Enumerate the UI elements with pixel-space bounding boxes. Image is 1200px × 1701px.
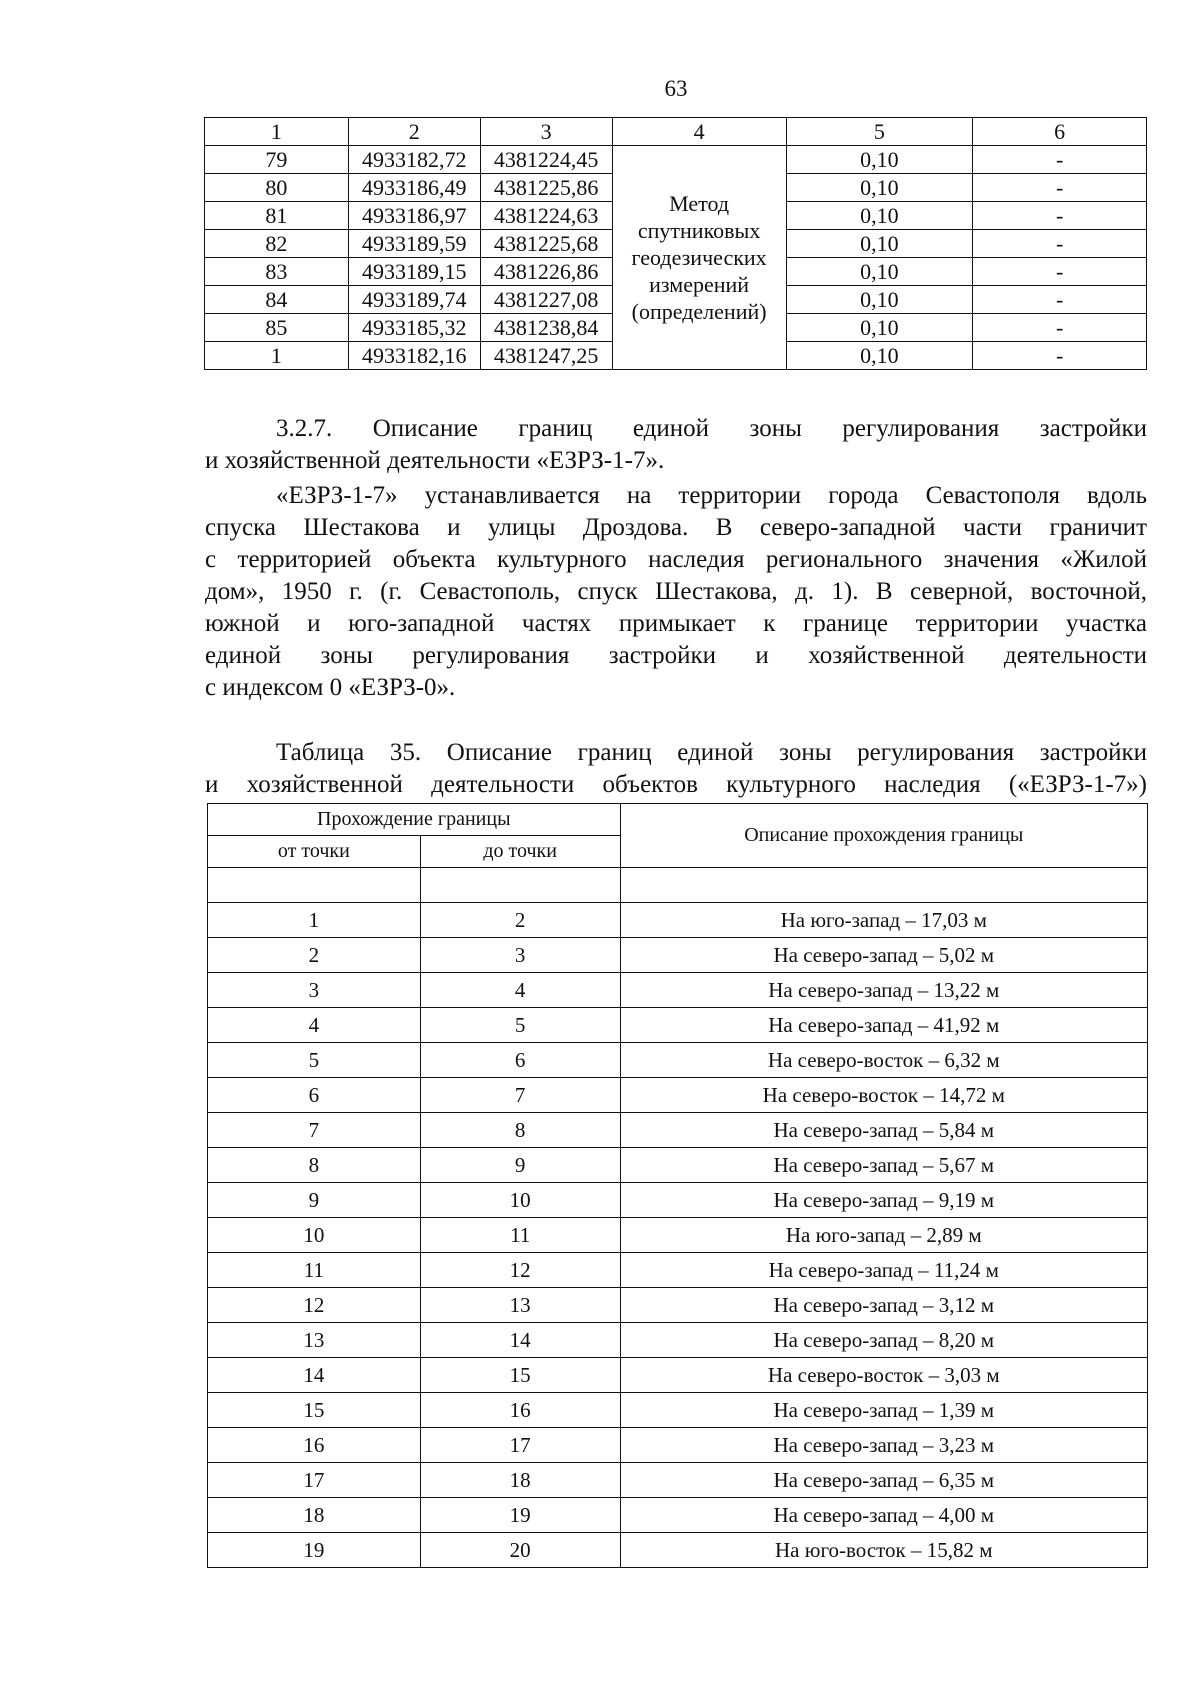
boundary-description: На юго-восток – 15,82 м (620, 1533, 1147, 1568)
to-point: 11 (420, 1218, 620, 1253)
to-point: 10 (420, 1183, 620, 1218)
point-number: 81 (205, 202, 349, 230)
point-number: 79 (205, 146, 349, 174)
body-line: «ЕЗРЗ-1-7» устанавливается на территории города Севастополя вдоль (276, 482, 1147, 509)
to-point: 3 (420, 938, 620, 973)
to-point: 12 (420, 1253, 620, 1288)
from-point: 3 (208, 973, 421, 1008)
from-point: 16 (208, 1428, 421, 1463)
note-value: - (973, 230, 1147, 258)
body-line: единой зоны регулирования застройки и хозяйственной деятельности (205, 642, 1147, 669)
coordinate-x: 4933189,59 (348, 230, 480, 258)
to-point: 17 (420, 1428, 620, 1463)
point-number: 84 (205, 286, 349, 314)
section-body (205, 480, 1147, 704)
table-row (208, 903, 1148, 938)
point-number: 85 (205, 314, 349, 342)
table-row (208, 1533, 1148, 1568)
method-line: спутниковых (637, 218, 761, 243)
accuracy-value: 0,10 (786, 314, 973, 342)
body-line: с индексом 0 «ЕЗРЗ-0». (205, 674, 456, 701)
note-value: - (973, 314, 1147, 342)
coordinate-y: 4381225,86 (480, 174, 612, 202)
method-line: Метод (669, 191, 730, 216)
boundary-description: На северо-запад – 5,02 м (620, 938, 1147, 973)
note-value: - (973, 286, 1147, 314)
from-point: 5 (208, 1043, 421, 1078)
to-point: 20 (420, 1533, 620, 1568)
boundary-description: На северо-восток – 3,03 м (620, 1358, 1147, 1393)
boundary-description: На северо-запад – 8,20 м (620, 1323, 1147, 1358)
from-point: 4 (208, 1008, 421, 1043)
boundary-table (207, 803, 1148, 1568)
column-header: 3 (480, 118, 612, 146)
body-line: дом», 1950 г. (г. Севастополь, спуск Шестакова, д. 1). В северной, восточной, (205, 578, 1147, 605)
table-row (208, 1463, 1148, 1498)
to-point: 19 (420, 1498, 620, 1533)
coordinate-y: 4381226,86 (480, 258, 612, 286)
point-number: 80 (205, 174, 349, 202)
boundary-description: На северо-запад – 3,23 м (620, 1428, 1147, 1463)
from-point: 15 (208, 1393, 421, 1428)
boundary-description: На северо-запад – 5,67 м (620, 1148, 1147, 1183)
accuracy-value: 0,10 (786, 342, 973, 370)
table-caption (205, 737, 1147, 801)
to-point: 18 (420, 1463, 620, 1498)
boundary-description: На северо-восток – 14,72 м (620, 1078, 1147, 1113)
note-value: - (973, 174, 1147, 202)
note-value: - (973, 146, 1147, 174)
boundary-description: На северо-запад – 11,24 м (620, 1253, 1147, 1288)
coordinate-x: 4933182,16 (348, 342, 480, 370)
table-row (208, 1253, 1148, 1288)
method-line: (определений) (631, 299, 767, 324)
to-point: 9 (420, 1148, 620, 1183)
to-point: 8 (420, 1113, 620, 1148)
table-row (208, 1043, 1148, 1078)
header-to-point: до точки (420, 836, 620, 868)
method-line: измерений (649, 272, 750, 297)
note-value: - (973, 202, 1147, 230)
from-point: 1 (208, 903, 421, 938)
from-point: 18 (208, 1498, 421, 1533)
coordinate-x: 4933182,72 (348, 146, 480, 174)
method-cell (612, 146, 786, 370)
boundary-description: На северо-запад – 5,84 м (620, 1113, 1147, 1148)
accuracy-value: 0,10 (786, 146, 973, 174)
table-row (208, 1218, 1148, 1253)
from-point: 6 (208, 1078, 421, 1113)
column-header: 5 (786, 118, 973, 146)
header-from-point: от точки (208, 836, 421, 868)
table-row (208, 1393, 1148, 1428)
boundary-description: На юго-запад – 2,89 м (620, 1218, 1147, 1253)
from-point: 17 (208, 1463, 421, 1498)
from-point: 2 (208, 938, 421, 973)
accuracy-value: 0,10 (786, 258, 973, 286)
body-line: спуска Шестакова и улицы Дроздова. В северо-западной части граничит (205, 514, 1147, 541)
to-point: 4 (420, 973, 620, 1008)
to-point: 5 (420, 1008, 620, 1043)
from-point: 19 (208, 1533, 421, 1568)
to-point: 15 (420, 1358, 620, 1393)
boundary-description: На юго-запад – 17,03 м (620, 903, 1147, 938)
coordinate-y: 4381224,63 (480, 202, 612, 230)
blank-cell (620, 868, 1147, 903)
coordinate-x: 4933185,32 (348, 314, 480, 342)
table-row (208, 1498, 1148, 1533)
blank-row (208, 868, 1148, 903)
from-point: 13 (208, 1323, 421, 1358)
method-line: геодезических (631, 245, 767, 270)
coordinate-x: 4933186,49 (348, 174, 480, 202)
table-row (208, 1008, 1148, 1043)
coordinate-y: 4381225,68 (480, 230, 612, 258)
to-point: 13 (420, 1288, 620, 1323)
boundary-description: На северо-запад – 3,12 м (620, 1288, 1147, 1323)
note-value: - (973, 342, 1147, 370)
accuracy-value: 0,10 (786, 286, 973, 314)
from-point: 14 (208, 1358, 421, 1393)
body-line: южной и юго-западной частях примыкает к границе территории участка (205, 610, 1147, 637)
table-row (208, 1323, 1148, 1358)
coordinates-table (204, 117, 1147, 370)
section-heading-line: 3.2.7. Описание границ единой зоны регулирования застройки (276, 415, 1147, 442)
page-number: 63 (664, 76, 688, 101)
point-number: 82 (205, 230, 349, 258)
table-row (205, 146, 1147, 174)
from-point: 11 (208, 1253, 421, 1288)
boundary-description: На северо-запад – 4,00 м (620, 1498, 1147, 1533)
to-point: 14 (420, 1323, 620, 1358)
table-row (208, 1113, 1148, 1148)
blank-cell (420, 868, 620, 903)
coordinate-x: 4933189,15 (348, 258, 480, 286)
note-value: - (973, 258, 1147, 286)
to-point: 2 (420, 903, 620, 938)
table-row (208, 973, 1148, 1008)
boundary-description: На северо-восток – 6,32 м (620, 1043, 1147, 1078)
column-header: 2 (348, 118, 480, 146)
coordinate-y: 4381224,45 (480, 146, 612, 174)
table-row (208, 1148, 1148, 1183)
coordinate-y: 4381238,84 (480, 314, 612, 342)
column-header: 6 (973, 118, 1147, 146)
boundary-description: На северо-запад – 13,22 м (620, 973, 1147, 1008)
header-boundary-passage: Прохождение границы (208, 804, 621, 836)
coordinate-y: 4381247,25 (480, 342, 612, 370)
boundary-description: На северо-запад – 41,92 м (620, 1008, 1147, 1043)
column-header: 4 (612, 118, 786, 146)
to-point: 7 (420, 1078, 620, 1113)
boundary-description: На северо-запад – 6,35 м (620, 1463, 1147, 1498)
from-point: 9 (208, 1183, 421, 1218)
table-row (208, 1358, 1148, 1393)
table-row (208, 1078, 1148, 1113)
to-point: 6 (420, 1043, 620, 1078)
boundary-description: На северо-запад – 1,39 м (620, 1393, 1147, 1428)
point-number: 1 (205, 342, 349, 370)
blank-cell (208, 868, 421, 903)
table-row (208, 1428, 1148, 1463)
from-point: 8 (208, 1148, 421, 1183)
caption-line: Таблица 35. Описание границ единой зоны регулирования застройки (276, 739, 1147, 766)
coordinate-x: 4933189,74 (348, 286, 480, 314)
point-number: 83 (205, 258, 349, 286)
from-point: 12 (208, 1288, 421, 1323)
from-point: 7 (208, 1113, 421, 1148)
section-heading-line: и хозяйственной деятельности «ЕЗРЗ-1-7». (205, 447, 665, 474)
from-point: 10 (208, 1218, 421, 1253)
accuracy-value: 0,10 (786, 174, 973, 202)
column-header: 1 (205, 118, 349, 146)
body-line: с территорией объекта культурного наследия регионального значения «Жилой (205, 546, 1147, 573)
boundary-description: На северо-запад – 9,19 м (620, 1183, 1147, 1218)
header-description: Описание прохождения границы (620, 804, 1147, 868)
caption-line: и хозяйственной деятельности объектов культурного наследия («ЕЗРЗ-1-7») (205, 771, 1147, 798)
coordinate-y: 4381227,08 (480, 286, 612, 314)
to-point: 16 (420, 1393, 620, 1428)
accuracy-value: 0,10 (786, 202, 973, 230)
accuracy-value: 0,10 (786, 230, 973, 258)
table-row (208, 1183, 1148, 1218)
coordinate-x: 4933186,97 (348, 202, 480, 230)
table-row (208, 1288, 1148, 1323)
table-row (208, 938, 1148, 973)
section-heading (205, 413, 1147, 477)
